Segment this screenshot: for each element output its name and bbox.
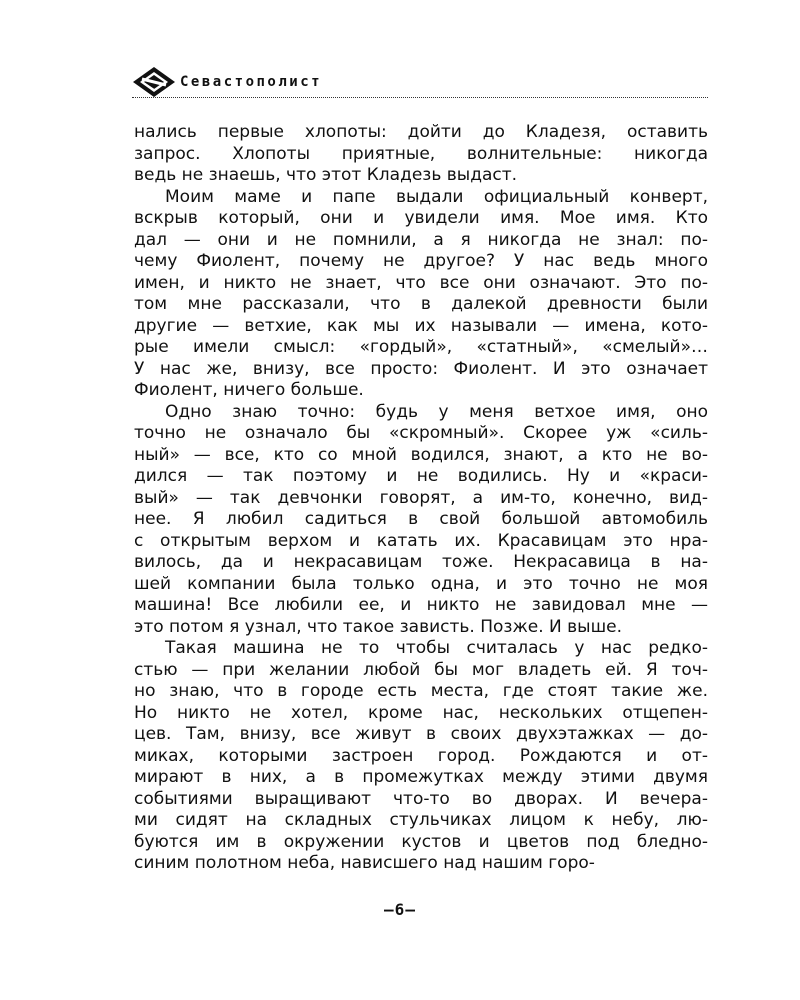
text-line: запрос. Хлопоты приятные, волнительные: никогда	[134, 143, 708, 164]
text-line: ведь не знаешь, что этот Кладезь выдаст.	[134, 165, 518, 185]
text-line: У нас же, внизу, все просто: Фиолент. И это означает	[134, 358, 708, 379]
diamond-logo-icon	[132, 66, 176, 98]
text-line: миках, которыми застроен город. Рождаются и от-	[134, 745, 708, 766]
text-line: нались первые хлопоты: дойти до Кладезя, оставить	[134, 122, 708, 142]
paragraph	[134, 122, 708, 187]
text-line: это потом я узнал, что такое зависть. Позже. И выше.	[134, 616, 623, 637]
paragraph	[134, 402, 708, 639]
text-line: событиями выращивают что-то во дворах. И вечера-	[134, 788, 708, 809]
header-divider	[132, 97, 708, 98]
text-line: ный» — все, кто со мной водился, знают, а кто не во-	[134, 444, 708, 465]
text-line: вилось, да и некрасавицам тоже. Некрасавица в на-	[134, 552, 708, 572]
text-line: дился — так поэтому и не водились. Ну и «краси-	[134, 466, 708, 486]
page-body-text	[134, 122, 708, 875]
text-line: вскрыв который, они и увидели имя. Мое имя. Кто	[134, 208, 708, 228]
paragraph	[134, 638, 708, 875]
text-line: рые имели смысл: «гордый», «статный», «смелый»…	[134, 337, 708, 357]
text-line: шей компании была только одна, и это точно не моя	[134, 573, 708, 594]
text-line: Такая машина не то чтобы считалась у нас редко-	[165, 638, 708, 658]
text-line: нее. Я любил садиться в свой большой автомобиль	[134, 509, 708, 529]
text-line: Одно знаю точно: будь у меня ветхое имя, оно	[165, 401, 708, 422]
page-number: –6–	[384, 900, 416, 919]
book-title: Севастополист	[180, 74, 323, 90]
text-line: ми сидят на складных стульчиках лицом к небу, лю-	[134, 810, 708, 830]
text-line: имен, и никто не знает, что все они означают. Это по-	[134, 272, 708, 293]
text-line: синим полотном неба, нависшего над нашим горо-	[134, 853, 595, 873]
text-line: дал — они и не помнили, а я никогда не знал: по-	[134, 229, 708, 250]
text-line: другие — ветхие, как мы их называли — имена, кото-	[134, 315, 708, 336]
text-line: но знаю, что в городе есть места, где стоят такие же.	[134, 681, 708, 701]
text-line: Фиолент, ничего больше.	[134, 380, 364, 400]
text-line: чему Фиолент, почему не другое? У нас ведь много	[134, 251, 708, 271]
text-line: буются им в окружении кустов и цветов под бледно-	[134, 831, 708, 852]
text-line: Моим маме и папе выдали официальный конверт,	[165, 186, 708, 207]
text-line: с открытым верхом и катать их. Красавицам это нра-	[134, 530, 708, 551]
text-line: Но никто не хотел, кроме нас, нескольких отщепен-	[134, 702, 708, 723]
paragraph	[134, 187, 708, 402]
text-line: машина! Все любили ее, и никто не завидовал мне —	[134, 595, 708, 615]
text-line: вый» — так девчонки говорят, а им-то, конечно, вид-	[134, 487, 708, 508]
text-line: мирают в них, а в промежутках между этими двумя	[134, 767, 708, 787]
running-header	[132, 66, 708, 98]
text-line: том мне рассказали, что в далекой древности были	[134, 294, 708, 314]
text-line: цев. Там, внизу, все живут в своих двухэтажках — до-	[134, 724, 708, 744]
text-line: стью — при желании любой бы мог владеть ей. Я точ-	[134, 659, 708, 680]
text-line: точно не означало бы «скромный». Скорее уж «силь-	[134, 423, 708, 443]
